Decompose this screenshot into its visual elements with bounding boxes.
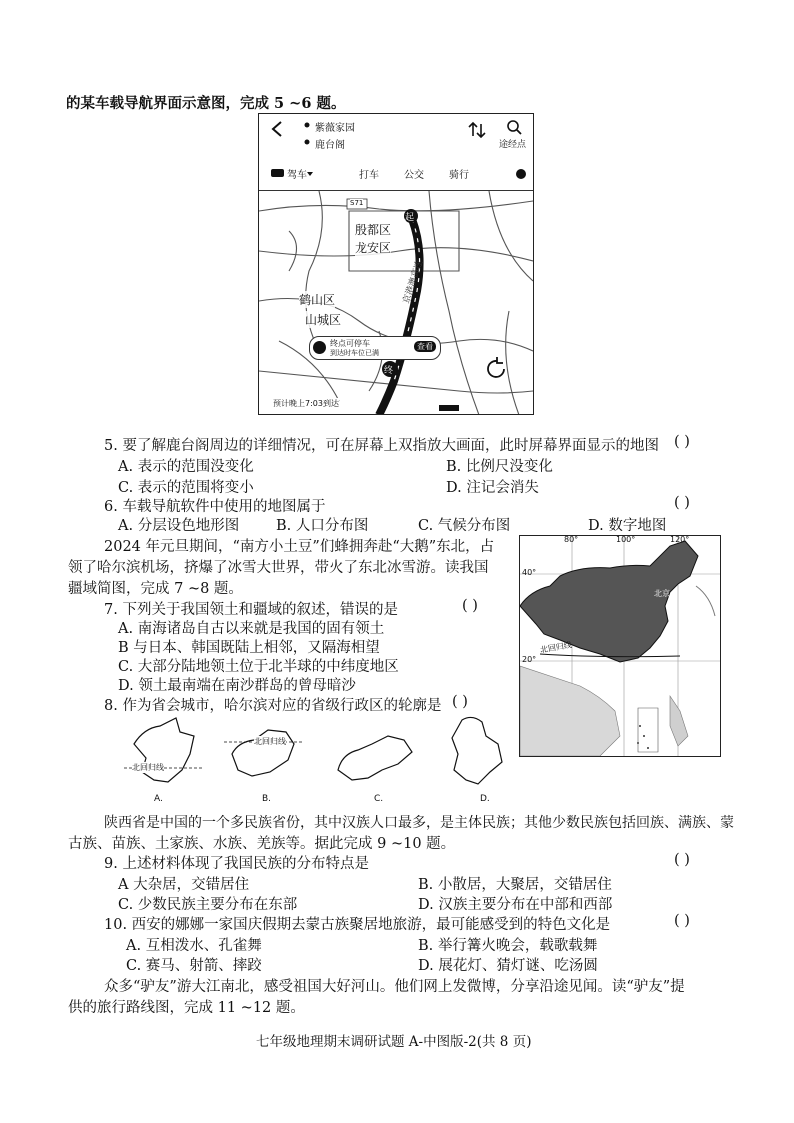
q8-label-d[interactable]: D. <box>480 794 490 804</box>
road-label: 京港澳高速 <box>401 259 426 306</box>
q5-option-d[interactable]: D. 注记会消失 <box>446 480 539 496</box>
passage-2-line-3: 疆域简图，完成 7 ~8 题。 <box>68 581 243 597</box>
china-territory-map <box>519 535 721 757</box>
q7-stem: 7. 下列关于我国领土和疆域的叙述，错误的是 <box>104 602 398 618</box>
q9-stem: 9. 上述材料体现了我国民族的分布特点是 <box>104 856 369 872</box>
nav-mode-tabs <box>259 164 533 188</box>
q6-option-c[interactable]: C. 气候分布图 <box>418 518 511 534</box>
province-c-outline <box>338 736 412 780</box>
q9-answer-blank[interactable]: ( ) <box>674 852 690 868</box>
q5-option-c[interactable]: C. 表示的范围将变小 <box>118 480 254 496</box>
nav-map[interactable] <box>259 190 533 415</box>
q7-option-a[interactable]: A. 南海诸岛自古以来就是我国的固有领土 <box>118 621 385 637</box>
passage-2-line-1: 2024 年元旦期间，“南方小土豆”们蜂拥奔赴“大鹅”东北，占 <box>104 539 495 555</box>
passage-3-line-2: 古族、苗族、土家族、水族、羌族等。据此完成 9 ~10 题。 <box>68 836 456 852</box>
tab-taxi[interactable]: 打车 <box>359 170 379 181</box>
swap-icon <box>469 123 485 137</box>
q8-label-a[interactable]: A. <box>154 794 163 804</box>
tab-bike[interactable]: 骑行 <box>449 170 469 181</box>
navigation-screen <box>258 113 534 415</box>
lat-label-40: 40° <box>522 568 537 577</box>
q7-option-c[interactable]: C. 大部分陆地领土位于北半球的中纬度地区 <box>118 659 399 675</box>
lon-label-80: 80° <box>564 535 579 544</box>
q7-answer-blank[interactable]: ( ) <box>462 598 478 614</box>
lon-label-120: 120° <box>670 535 690 544</box>
back-arrow-icon <box>273 122 281 136</box>
waypoint-button[interactable]: 途经点 <box>499 140 527 150</box>
tab-drive[interactable]: 驾车 <box>287 170 307 181</box>
district-yindu: 殷都区 <box>355 223 392 237</box>
car-icon <box>271 169 284 177</box>
q6-stem: 6. 车载导航软件中使用的地图属于 <box>104 499 326 515</box>
q5-option-b[interactable]: B. 比例尺没变化 <box>446 459 553 475</box>
q6-answer-blank[interactable]: ( ) <box>674 495 690 511</box>
q10-option-a[interactable]: A. 互相泼水、孔雀舞 <box>126 938 262 954</box>
q10-option-d[interactable]: D. 展花灯、猜灯谜、吃汤圆 <box>418 958 598 974</box>
intro-line: 的某车载导航界面示意图，完成 5 ~6 题。 <box>66 95 346 112</box>
tab-bus[interactable]: 公交 <box>404 170 424 181</box>
chat-icon <box>516 169 526 179</box>
q9-option-a[interactable]: A 大杂居，交错居住 <box>118 877 250 893</box>
lat-label-20: 20° <box>522 655 537 664</box>
q8-label-c[interactable]: C. <box>374 794 384 804</box>
q8-province-outlines <box>124 714 504 806</box>
refresh-icon <box>488 357 504 377</box>
q7-option-d[interactable]: D. 领土最南端在南沙群岛的曾母暗沙 <box>118 678 356 694</box>
q5-stem: 5. 要了解鹿台阁周边的详细情况，可在屏幕上双指放大画面，此时屏幕界面显示的地图 <box>104 438 659 454</box>
end-marker-label: 终 <box>384 366 394 376</box>
parking-text-1: 终点可停车 <box>330 339 370 348</box>
parking-text-2: 到达时车位已满 <box>330 349 379 357</box>
passage-4-line-1: 众多“驴友”游大江南北，感受祖国大好河山。他们网上发微博，分享沿途见闻。读“驴友”提 <box>104 979 685 995</box>
q8-answer-blank[interactable]: ( ) <box>452 694 468 710</box>
tropic-label: 北回归线 <box>539 640 573 655</box>
q10-answer-blank[interactable]: ( ) <box>674 913 690 929</box>
q6-option-d[interactable]: D. 数字地图 <box>588 518 667 534</box>
district-longan: 龙安区 <box>355 241 392 255</box>
passage-2-line-2: 领了哈尔滨机场，挤爆了冰雪大世界，带火了东北冰雪游。读我国 <box>68 560 489 576</box>
beijing-label: 北京 <box>654 589 670 598</box>
q9-option-d[interactable]: D. 汉族主要分布在中部和西部 <box>418 897 613 913</box>
passage-3-line-1: 陕西省是中国的一个多民族省份，其中汉族人口最多，是主体民族；其他少数民族包括回族、满族、蒙 <box>104 815 734 831</box>
q10-option-b[interactable]: B. 举行篝火晚会，载歌载舞 <box>418 938 598 954</box>
q5-option-a[interactable]: A. 表示的范围没变化 <box>118 459 254 475</box>
parking-tip[interactable] <box>309 336 441 360</box>
nav-destination[interactable]: 鹿台阁 <box>315 140 345 151</box>
eta-text: 预计晚上7:03到达 <box>273 399 339 408</box>
province-d-outline <box>452 717 502 784</box>
district-shancheng: 山城区 <box>305 313 342 327</box>
nav-origin[interactable]: 紫薇家园 <box>315 123 355 134</box>
parking-view-button[interactable]: 查看 <box>414 341 436 352</box>
lon-label-100: 100° <box>616 535 636 544</box>
q7-option-b[interactable]: B 与日本、韩国既陆上相邻，又隔海相望 <box>118 640 380 656</box>
q10-option-c[interactable]: C. 赛马、射箭、摔跤 <box>126 958 262 974</box>
q5-answer-blank[interactable]: ( ) <box>674 434 690 450</box>
parking-icon <box>313 341 326 354</box>
road-shield: S71 <box>350 199 364 207</box>
q6-option-b[interactable]: B. 人口分布图 <box>276 518 369 534</box>
page-footer: 七年级地理期末调研试题 A-中图版-2(共 8 页) <box>256 1034 532 1050</box>
q8-stem: 8. 作为省会城市，哈尔滨对应的省级行政区的轮廓是 <box>104 698 442 714</box>
district-heshan: 鹤山区 <box>299 293 336 307</box>
q8-tropic-a: 北回归线 <box>132 763 164 772</box>
start-marker-label: 起 <box>405 213 415 223</box>
q9-option-b[interactable]: B. 小散居，大聚居，交错居住 <box>418 877 612 893</box>
q8-tropic-b: 北回归线 <box>254 737 286 746</box>
q8-label-b[interactable]: B. <box>262 794 272 804</box>
q9-option-c[interactable]: C. 少数民族主要分布在东部 <box>118 897 298 913</box>
q6-option-a[interactable]: A. 分层设色地形图 <box>118 518 240 534</box>
q10-stem: 10. 西安的娜娜一家国庆假期去蒙古族聚居地旅游，最可能感受到的特色文化是 <box>104 917 611 933</box>
passage-4-line-2: 供的旅行路线图，完成 11 ~12 题。 <box>68 1000 305 1016</box>
